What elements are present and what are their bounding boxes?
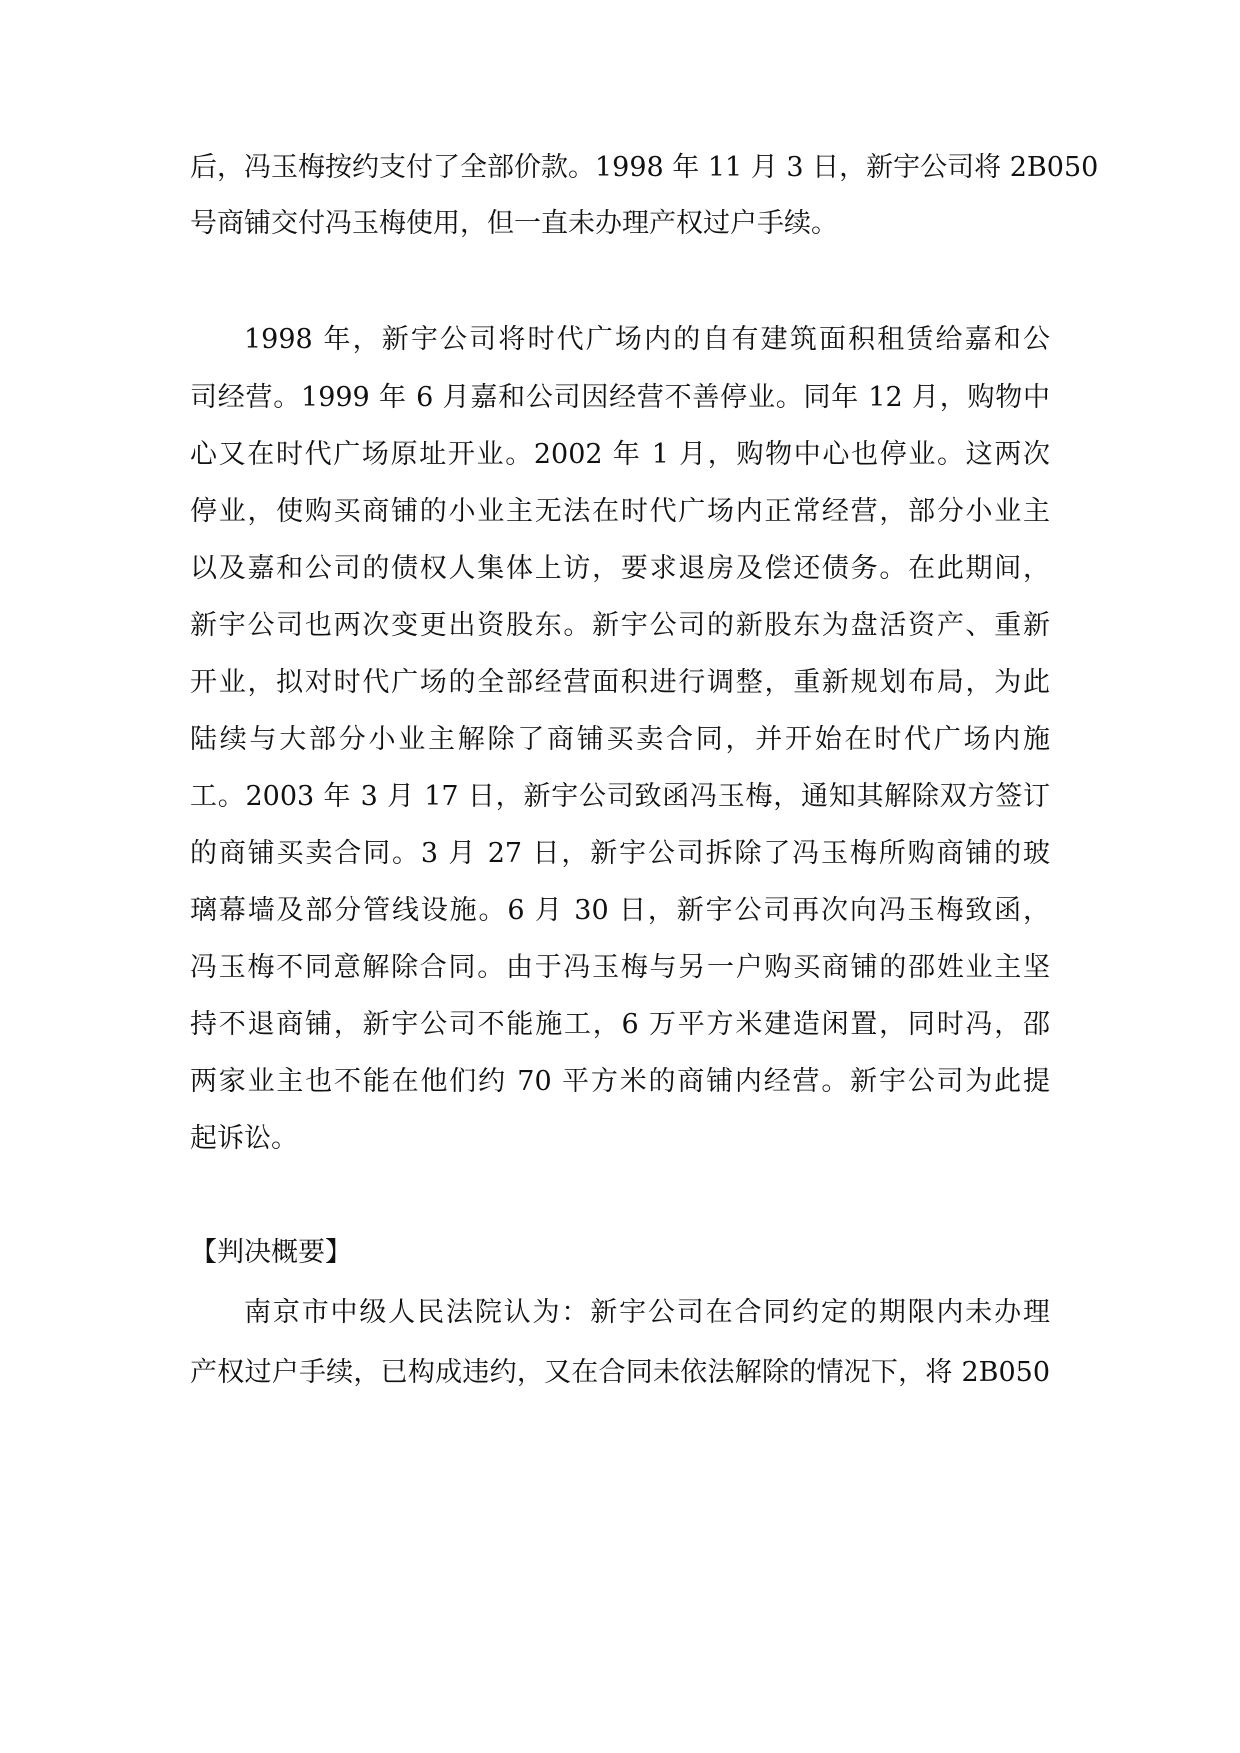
paragraph-2-line-14: 两家业主也不能在他们约 70 平方米的商铺内经营。新宇公司为此提 (190, 1066, 1050, 1097)
paragraph-2-line-8: 陆续与大部分小业主解除了商铺买卖合同，并开始在时代广场内施 (190, 724, 1050, 755)
paragraph-2-line-11: 璃幕墙及部分管线设施。6 月 30 日，新宇公司再次向冯玉梅致函， (190, 895, 1050, 926)
paragraph-2-line-15: 起诉讼。 (190, 1123, 298, 1154)
paragraph-2-line-7: 开业，拟对时代广场的全部经营面积进行调整，重新规划布局，为此 (190, 667, 1050, 698)
paragraph-1-line-1: 后，冯玉梅按约支付了全部价款。1998 年 11 月 3 日，新宇公司将 2B050 (190, 152, 1099, 183)
paragraph-2-line-5: 以及嘉和公司的债权人集体上访，要求退房及偿还债务。在此期间， (190, 553, 1050, 584)
paragraph-2-line-10: 的商铺买卖合同。3 月 27 日，新宇公司拆除了冯玉梅所购商铺的玻 (190, 838, 1050, 869)
paragraph-2-line-4: 停业，使购买商铺的小业主无法在时代广场内正常经营，部分小业主 (190, 496, 1050, 527)
paragraph-2-line-3: 心又在时代广场原址开业。2002 年 1 月，购物中心也停业。这两次 (190, 439, 1050, 470)
paragraph-2-line-6: 新宇公司也两次变更出资股东。新宇公司的新股东为盘活资产、重新 (190, 610, 1050, 641)
paragraph-3-line-2: 产权过户手续，已构成违约，又在合同未依法解除的情况下，将 2B050 (190, 1357, 1050, 1388)
paragraph-2-line-12: 冯玉梅不同意解除合同。由于冯玉梅与另一户购买商铺的邵姓业主坚 (190, 952, 1050, 983)
section-heading: 【判决概要】 (190, 1237, 352, 1268)
paragraph-2-line-1: 1998 年，新宇公司将时代广场内的自有建筑面积租赁给嘉和公 (244, 324, 1050, 355)
paragraph-2-line-13: 持不退商铺，新宇公司不能施工，6 万平方米建造闲置，同时冯，邵 (190, 1009, 1050, 1040)
paragraph-3-line-1: 南京市中级人民法院认为：新宇公司在合同约定的期限内未办理 (244, 1297, 1050, 1328)
paragraph-2-line-2: 司经营。1999 年 6 月嘉和公司因经营不善停业。同年 12 月，购物中 (190, 382, 1050, 413)
paragraph-1-line-2: 号商铺交付冯玉梅使用，但一直未办理产权过户手续。 (190, 208, 838, 239)
paragraph-2-line-9: 工。2003 年 3 月 17 日，新宇公司致函冯玉梅，通知其解除双方签订 (190, 781, 1050, 812)
